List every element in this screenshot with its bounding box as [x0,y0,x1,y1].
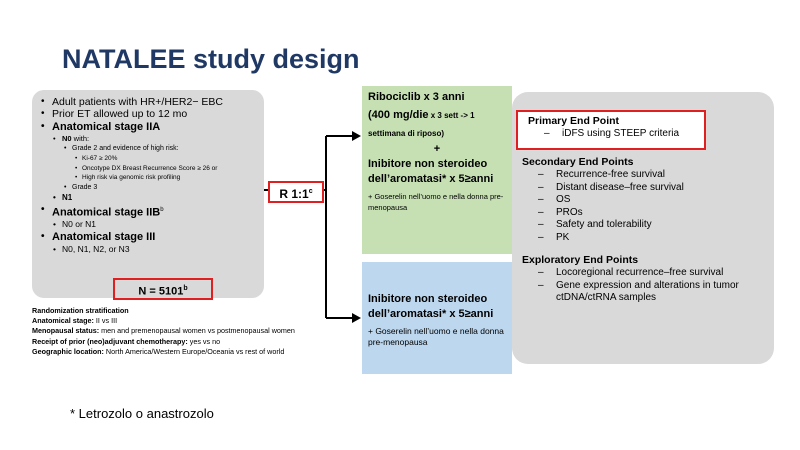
exploratory-title: Exploratory End Points [522,254,639,266]
secondary-item: – PROs [522,207,768,220]
population-item: • Adult patients with HR+/HER2− EBC [38,96,258,108]
arm1-dose-main: (400 mg/die [368,109,429,121]
stage-iii-sub: • N0, N1, N2, or N3 [38,244,258,255]
arm1-drug: Ribociclib x 3 anni [368,91,465,103]
n1-label: • N1 [38,193,258,203]
population-item: • Prior ET allowed up to 12 mo [38,108,258,120]
arm1-plus: + [433,143,441,155]
exploratory-item: – Gene expression and alterations in tumor ctDNA/ctRNA samples [522,280,768,305]
strat-row [32,326,362,336]
arrowhead-arm1 [352,131,361,141]
stage-iib-sub: • N0 or N1 [38,219,258,230]
primary-item: – iDFS using STEEP criteria [528,128,704,141]
secondary-item: – PK [522,232,768,245]
arm-ribociclib [362,86,512,254]
secondary-item: – Distant disease–free survival [522,182,768,195]
secondary-item: – OS [522,194,768,207]
page-title: NATALEE study design [62,44,360,74]
stage-iib-sup: b [160,206,164,213]
arm1-dose [368,105,506,141]
sample-size-sup: b [183,285,188,292]
strat-label: Geographic location: [32,346,104,356]
strat-value: II vs III [93,316,118,326]
stage-iib-label: Anatomical stage IIB [52,206,161,219]
stage-iii: • Anatomical stage III [38,230,258,244]
randomization-ratio: R 1:1 [279,187,309,201]
strat-label: Receipt of prior (neo)adjuvant chemotherapy: [32,336,188,346]
strat-label: Anatomical stage: [32,316,94,326]
strat-value: yes vs no [187,336,221,346]
secondary-item: – Safety and tolerability [522,219,768,232]
n0-with: with: [71,134,90,143]
primary-title: Primary End Point [528,115,620,127]
randomization-sup: c [308,188,313,195]
exploratory-item: – Locoregional recurrence–free survival [522,267,768,280]
n0-criterion: • Oncotype DX Breast Recurrence Score ≥ 26 or [38,164,258,174]
stratification-title: Randomization stratification [32,306,129,315]
strat-value: men and premenopausal women vs postmenopausal women [99,326,295,336]
primary-endpoint-box [516,110,706,150]
secondary-title: Secondary End Points [522,156,634,168]
stratification-block [32,306,362,357]
secondary-item: – Recurrence-free survival [522,169,768,182]
arm1-dose-schedule: x 3 sett -> 1 settimana di riposo) [368,111,475,138]
arm1-note: + Goserelin nell’uomo e nella donna pre-menopausa [368,192,504,212]
strat-row [32,337,362,347]
footnote: * Letrozolo o anastrozolo [70,406,214,421]
arm-nsai-alone [362,262,512,374]
arm1-nsai: Inibitore non steroideo dell’aromatasi* x 5≥anni [368,158,494,185]
strat-row [32,316,362,326]
sample-size: N = 5101 [138,285,184,298]
strat-value: North America/Western Europe/Oceania vs rest of world [103,346,285,356]
arm2-note: + Goserelin nell’uomo e nella donna pre-menopausa [368,326,504,347]
n0-sub: • Grade 2 and evidence of high risk: [38,144,258,154]
population-item: • Anatomical stage IIA [38,120,258,134]
n0-label: N0 [62,134,72,143]
grade3: • Grade 3 [38,183,258,193]
n0-criterion: • Ki-67 ≥ 20% [38,154,258,164]
arm2-nsai: Inibitore non steroideo dell’aromatasi* x 5≥anni [368,293,494,320]
strat-label: Menopausal status: [32,326,100,336]
strat-row [32,347,362,357]
randomization-box [268,181,324,203]
n0-criterion: • High risk via genomic risk profiling [38,173,258,183]
